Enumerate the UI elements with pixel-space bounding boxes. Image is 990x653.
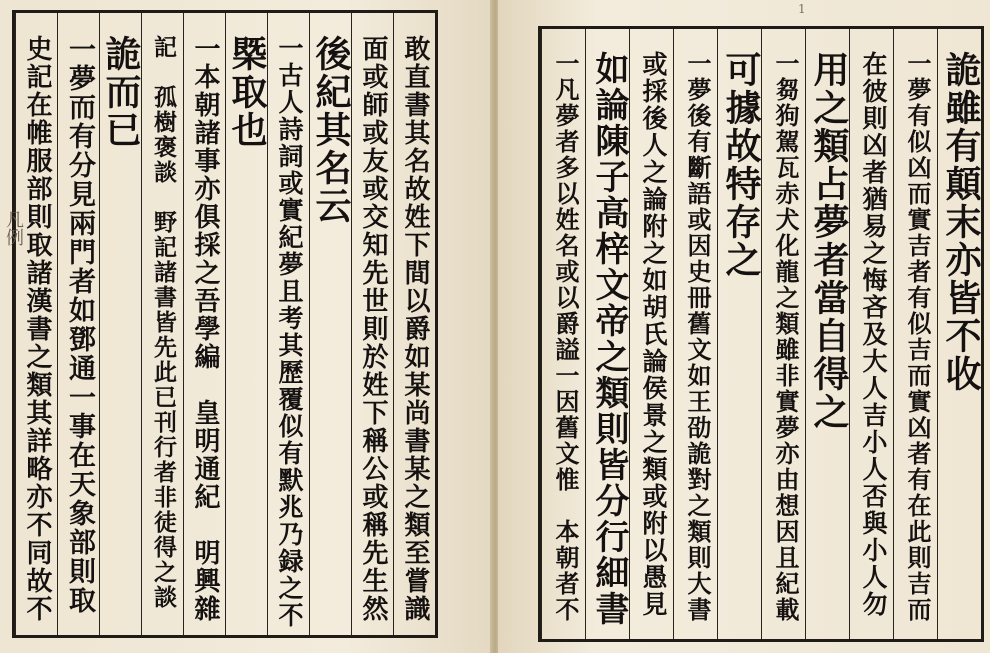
left-page xyxy=(0,0,492,653)
fore-edge-label: 凡例 xyxy=(3,210,24,246)
text-column xyxy=(629,29,673,639)
text-column xyxy=(15,13,57,635)
text-column xyxy=(937,29,981,639)
text-column xyxy=(805,29,849,639)
column-text: 詭雖有顛末亦皆不收 xyxy=(940,51,982,393)
column-text: 一古人詩詞或實紀夢且考其歷覆似有默兆乃録之不 xyxy=(275,35,304,629)
column-text: 詭而已 xyxy=(100,35,142,149)
column-text: 一芻狗駕瓦赤犬化龍之類雖非實夢亦由想因且紀載 xyxy=(771,51,800,623)
right-page xyxy=(498,0,990,653)
column-text: 或採後人之論附之如胡氏論侯景之類或附以愚見 xyxy=(639,51,668,618)
text-column xyxy=(717,29,761,639)
column-text: 一夢而有分見兩門者如鄧通一事在天象部則取 xyxy=(64,35,95,615)
column-text: 記 孤樹褒談 野記諸書皆先此已刊行者非徒得之談 xyxy=(150,35,177,610)
text-column xyxy=(141,13,183,635)
column-text: 後紀其名云 xyxy=(310,35,352,225)
text-column xyxy=(761,29,805,639)
text-column xyxy=(541,29,585,639)
page-number: 1 xyxy=(798,2,806,16)
text-column xyxy=(57,13,99,635)
text-column xyxy=(393,13,435,635)
left-page-frame xyxy=(12,10,438,638)
column-text: 面或師或友或交知先世則於姓下稱公或稱先生然 xyxy=(358,35,388,623)
text-column xyxy=(351,13,393,635)
right-page-frame xyxy=(538,26,984,642)
text-column xyxy=(309,13,351,635)
column-text: 史記在帷服部則取諸漢書之類其詳略亦不同故不 xyxy=(22,35,52,623)
text-column xyxy=(99,13,141,635)
text-column xyxy=(849,29,893,639)
text-column xyxy=(585,29,629,639)
column-text: 可據故特存之 xyxy=(720,51,762,279)
column-text: 一凡夢者多以姓名或以爵謚一因舊文惟 本朝者不 xyxy=(551,51,580,623)
text-column xyxy=(673,29,717,639)
text-column xyxy=(267,13,309,635)
column-text: 一夢後有斷語或因史冊舊文如王劭詭對之類則大書 xyxy=(683,51,712,623)
text-column xyxy=(225,13,267,635)
text-column xyxy=(183,13,225,635)
column-text: 敢直書其名故姓下間以爵如某尚書某之類至嘗識 xyxy=(400,35,430,623)
column-text: 如論陳子高梓文帝之類則皆分行細書 xyxy=(589,51,629,627)
column-text: 一本朝諸事亦俱採之吾學編 皇明通紀 明興雜 xyxy=(190,35,220,623)
column-text: 一夢有似凶而實吉者有似吉而實凶者有在此則吉而 xyxy=(903,51,932,623)
column-text: 用之類占夢者當自得之 xyxy=(808,51,850,431)
column-text: 在彼則凶者猶易之悔吝及大人吉小人否與小人勿 xyxy=(859,51,888,618)
column-text: 槩取也 xyxy=(226,35,268,149)
text-column xyxy=(893,29,937,639)
